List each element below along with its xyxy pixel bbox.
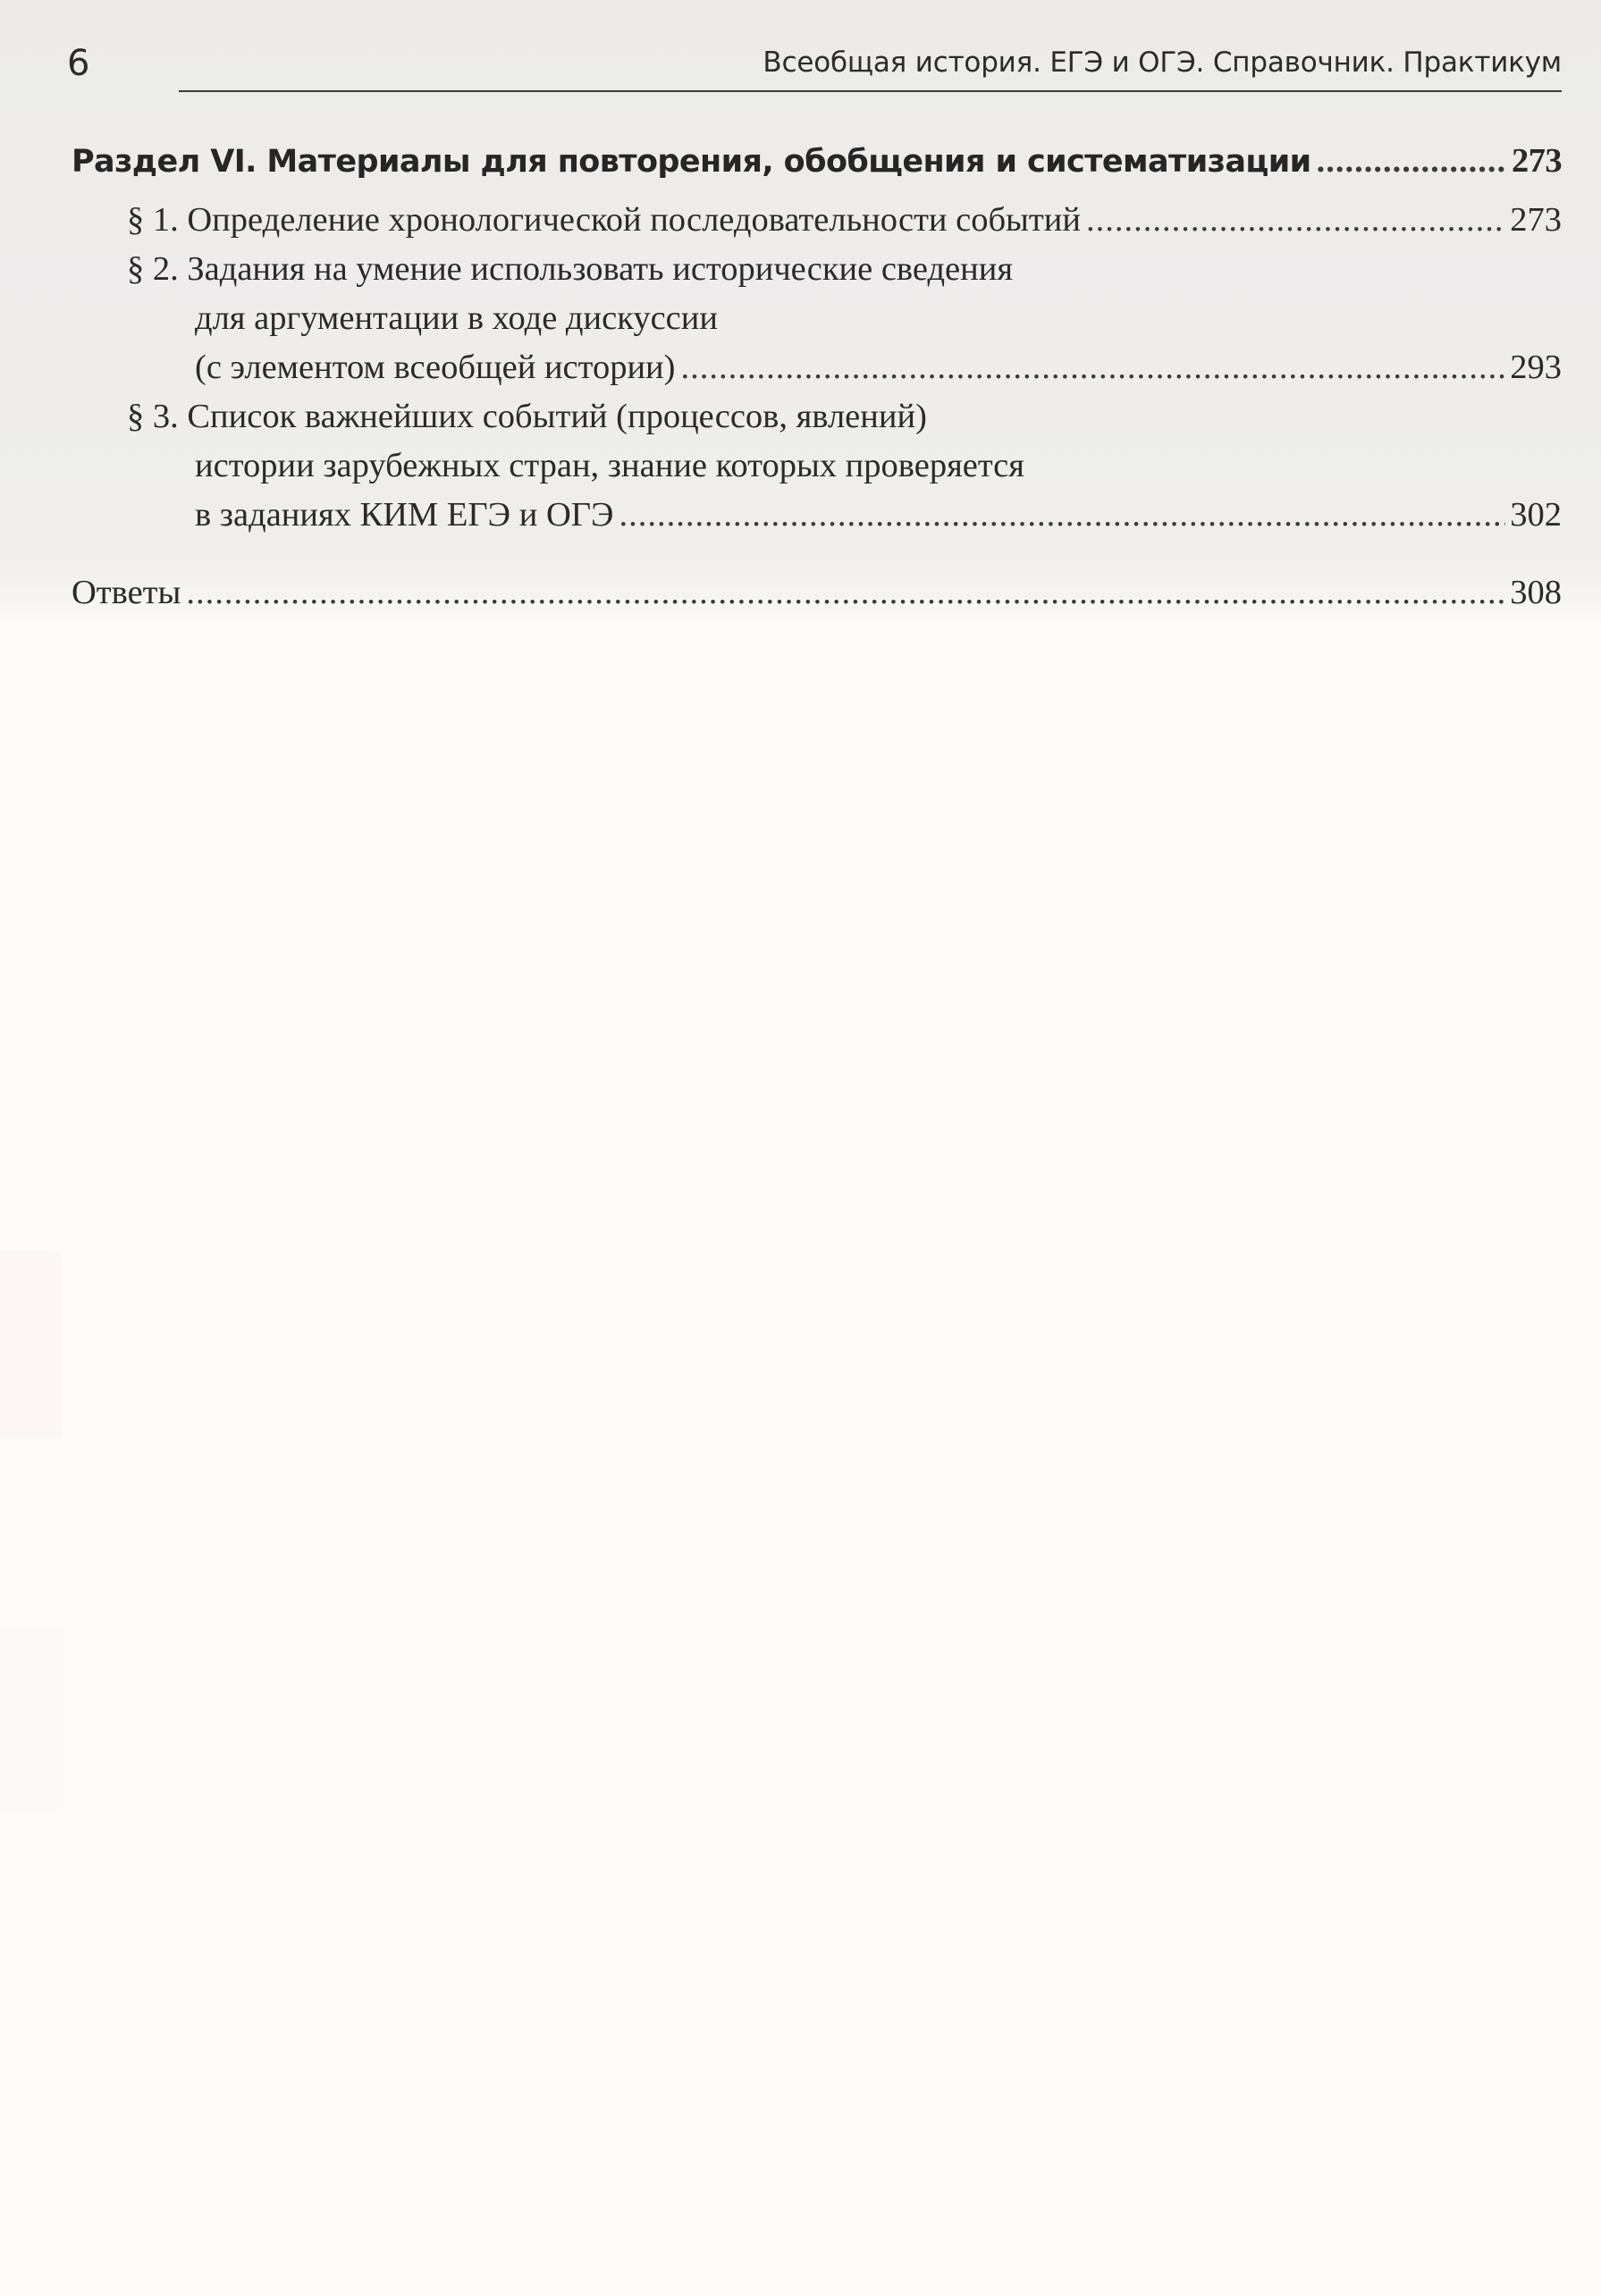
toc-leader-dots bbox=[1086, 196, 1505, 245]
toc-page-number: 293 bbox=[1510, 349, 1562, 386]
toc-paragraph-1 bbox=[72, 196, 1562, 245]
toc-leader-dots bbox=[680, 343, 1505, 392]
toc-entry-text: истории зарубежных стран, знание которых проверяется bbox=[195, 447, 1024, 484]
toc-leader-dots bbox=[186, 568, 1505, 618]
toc-entry-text: § 2. Задания на умение использовать исторические сведения bbox=[127, 250, 1014, 288]
toc-page-number: 302 bbox=[1510, 496, 1562, 534]
page-blank-area bbox=[0, 1627, 61, 1814]
toc-page-number: 273 bbox=[1512, 142, 1562, 180]
toc-answers bbox=[72, 568, 1562, 618]
toc-leader-dots bbox=[619, 491, 1505, 540]
toc-entry-text: § 3. Список важнейших событий (процессов, явлений) bbox=[127, 398, 927, 435]
page-blank-area bbox=[61, 1627, 1580, 1913]
page-number: 6 bbox=[67, 43, 90, 84]
toc-leader-dots bbox=[1317, 134, 1507, 188]
running-title: Всеобщая история. ЕГЭ и ОГЭ. Справочник. Практикум bbox=[763, 46, 1562, 79]
toc-section-title: Раздел VI. Материалы для повторения, обобщения и систематизации bbox=[72, 144, 1311, 180]
toc-section-vi bbox=[72, 134, 1562, 189]
toc-paragraph-3 bbox=[72, 392, 1562, 540]
header-rule bbox=[179, 90, 1562, 92]
page-blank-area bbox=[61, 626, 1580, 1162]
page-header bbox=[67, 38, 1562, 93]
toc-entry-text: § 1. Определение хронологической последовательности событий bbox=[127, 201, 1081, 239]
page-blank-area bbox=[0, 1251, 61, 1439]
toc-page-number: 308 bbox=[1510, 574, 1562, 611]
toc-entry-text: (с элементом всеобщей истории) bbox=[195, 349, 676, 386]
toc-entry-text: Ответы bbox=[72, 574, 181, 611]
toc-entry-text: в заданиях КИМ ЕГЭ и ОГЭ bbox=[195, 496, 614, 534]
table-of-contents bbox=[72, 134, 1562, 618]
toc-page-number: 273 bbox=[1510, 201, 1562, 239]
toc-paragraph-2 bbox=[72, 245, 1562, 392]
toc-entry-text: для аргументации в ходе дискуссии bbox=[195, 299, 718, 337]
